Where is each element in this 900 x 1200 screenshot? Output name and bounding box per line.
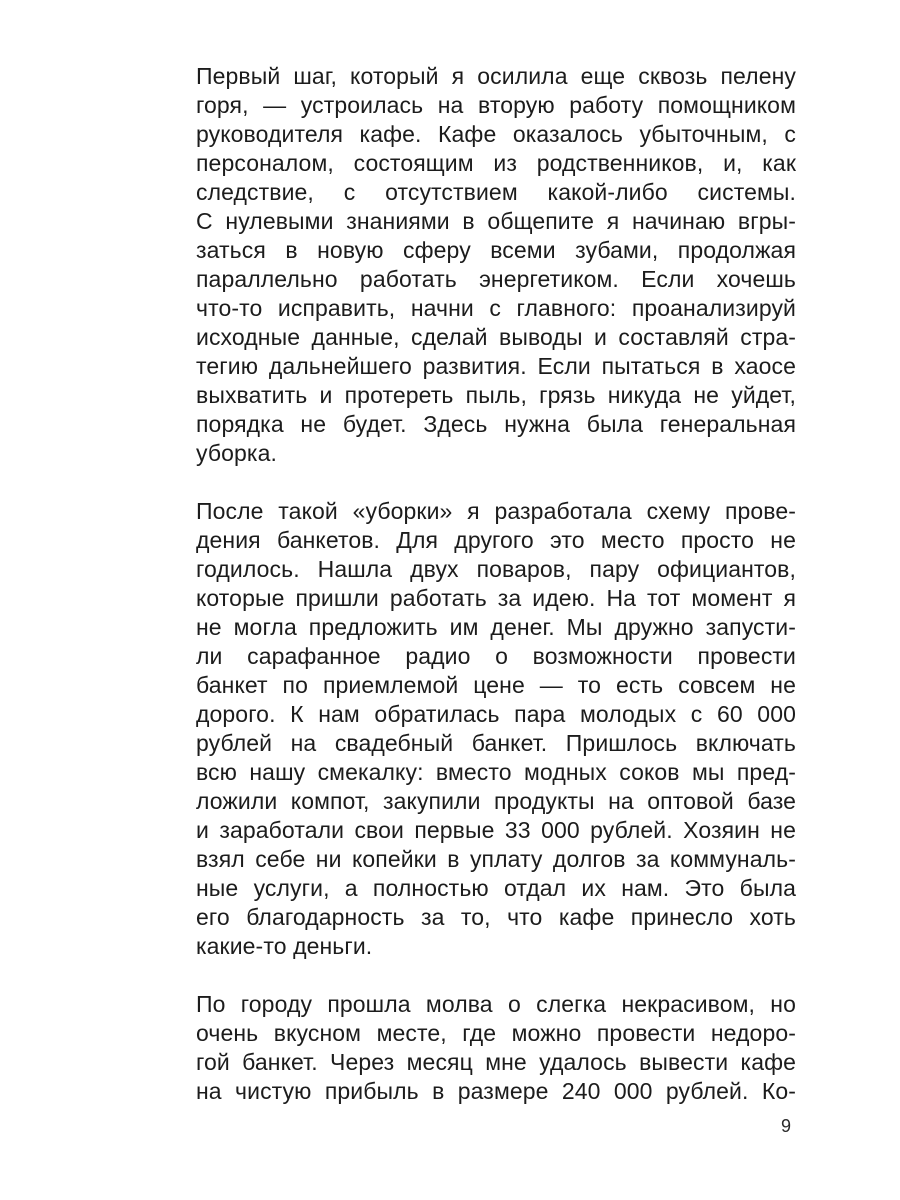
text-line: что-то исправить, начни с главного: проанализируй: [196, 295, 796, 321]
text-line: параллельно работать энергетиком. Если хочешь: [196, 266, 796, 292]
text-line: дорого. К нам обратилась пара молодых с 60 000: [196, 701, 796, 727]
text-line: и заработали свои первые 33 000 рублей. Хозяин не: [196, 817, 796, 843]
text-line: не могла предложить им денег. Мы дружно запусти-: [196, 614, 796, 640]
text-line: тегию дальнейшего развития. Если пытаться в хаосе: [196, 353, 796, 379]
text-line: заться в новую сферу всеми зубами, продолжая: [196, 237, 796, 263]
text-line: какие-то деньги.: [196, 933, 373, 959]
text-line: на чистую прибыль в размере 240 000 рублей. Ко-: [196, 1078, 796, 1104]
text-line: персоналом, состоящим из родственников, и, как: [196, 150, 796, 176]
text-line: выхватить и протереть пыль, грязь никуда не уйдет,: [196, 382, 796, 408]
text-line: его благодарность за то, что кафе принесло хоть: [196, 904, 796, 930]
text-line: горя, — устроилась на вторую работу помощником: [196, 92, 796, 118]
text-line: дения банкетов. Для другого это место просто не: [196, 527, 796, 553]
text-line: порядка не будет. Здесь нужна была генеральная: [196, 411, 796, 437]
paragraph-1: [196, 62, 796, 468]
text-line: После такой «уборки» я разработала схему прове-: [196, 498, 796, 524]
text-line: рублей на свадебный банкет. Пришлось включать: [196, 730, 796, 756]
text-line: ли сарафанное радио о возможности провести: [196, 643, 796, 669]
text-line: которые пришли работать за идею. На тот момент я: [196, 585, 796, 611]
text-line: банкет по приемлемой цене — то есть совсем не: [196, 672, 796, 698]
page-number: 9: [781, 1116, 792, 1136]
text-line: исходные данные, сделай выводы и составляй стра-: [196, 324, 796, 350]
text-line: годилось. Нашла двух поваров, пару официантов,: [196, 556, 796, 582]
text-line: очень вкусном месте, где можно провести недоро-: [196, 1020, 796, 1046]
text-line: С нулевыми знаниями в общепите я начинаю вгры-: [196, 208, 796, 234]
text-line: всю нашу смекалку: вместо модных соков мы пред-: [196, 759, 796, 785]
text-line: По городу прошла молва о слегка некрасивом, но: [196, 991, 796, 1017]
text-line: гой банкет. Через месяц мне удалось вывести кафе: [196, 1049, 796, 1075]
text-line: ные услуги, а полностью отдал их нам. Это была: [196, 875, 796, 901]
text-line: взял себе ни копейки в уплату долгов за коммуналь-: [196, 846, 796, 872]
text-line: ложили компот, закупили продукты на оптовой базе: [196, 788, 796, 814]
paragraph-2: [196, 497, 796, 961]
text-line: Первый шаг, который я осилила еще сквозь пелену: [196, 63, 796, 89]
text-line: руководителя кафе. Кафе оказалось убыточным, с: [196, 121, 796, 147]
text-line: уборка.: [196, 440, 277, 466]
paragraph-3: [196, 990, 796, 1106]
text-line: следствие, с отсутствием какой-либо системы.: [196, 179, 796, 205]
body-text: [196, 62, 796, 1135]
